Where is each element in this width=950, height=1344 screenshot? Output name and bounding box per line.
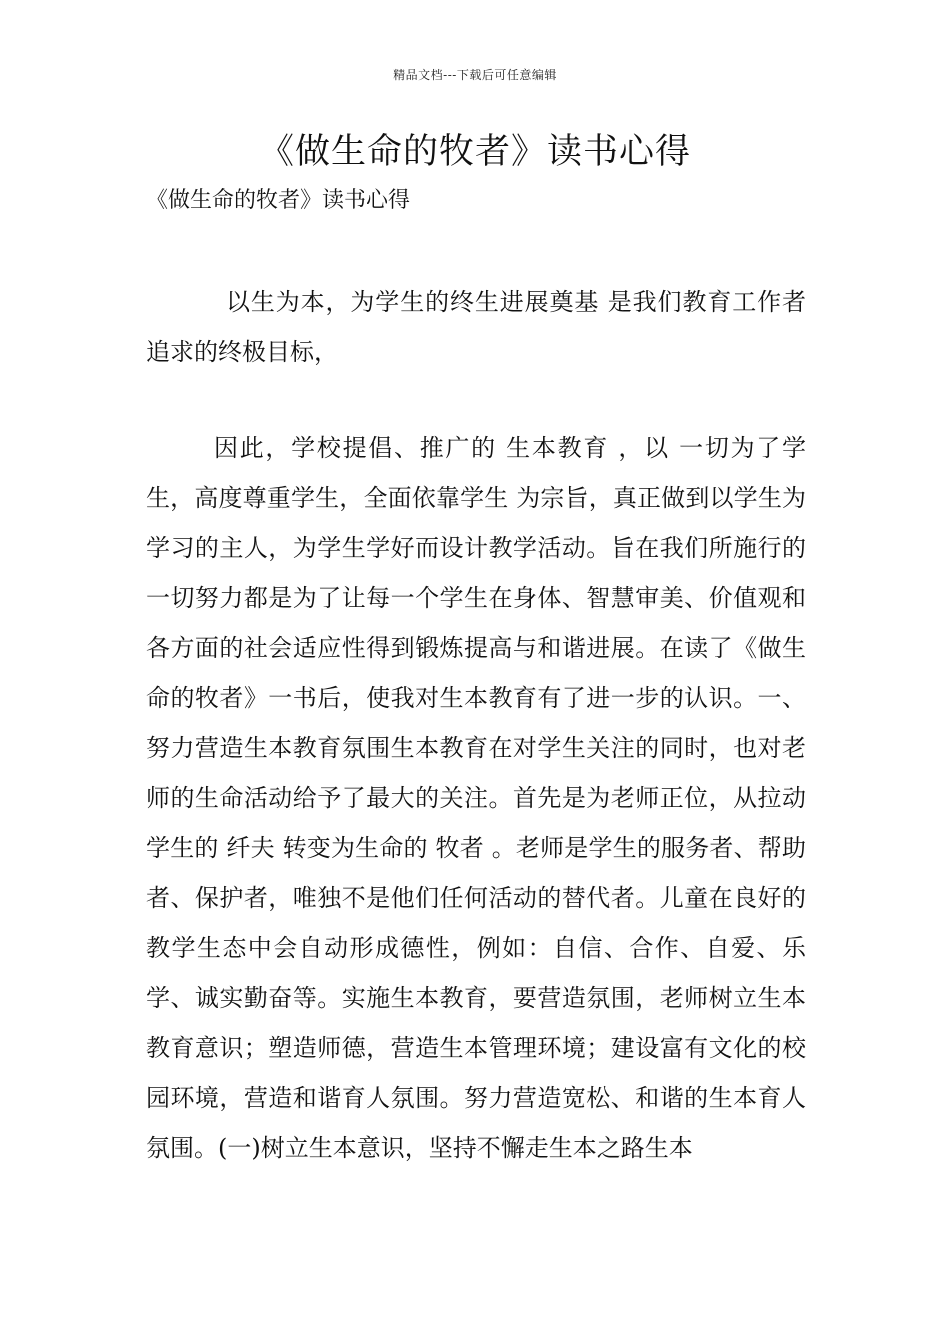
paragraph-1: 以生为本，为学生的终生进展奠基 是我们教育工作者追求的终极目标，	[146, 288, 806, 366]
page-header: 精品文档---下载后可任意编辑	[393, 68, 557, 82]
document-subtitle: 《做生命的牧者》读书心得	[146, 188, 411, 213]
paragraph-2: 因此，学校提倡、推广的 生本教育 ，以 一切为了学生，高度尊重学生，全面依靠学生 为宗旨，真正做到以学生为学习的主人，为学生学好而设计教学活动。旨在我们所施行的一切努力都是为了让每一个学生在身体、智慧审美、价值观和各方面的社会适应性得到锻炼提高与和谐进展。在读了《做生命的牧者》一书后，使我对生本教育有了进一步的认识。一、努力营造生本教育氛围生本教育在对学生关注的同时，也对老师的生命活动给予了最大的关注。首先是为老师正位，从拉动学生的 纤夫 转变为生命的 牧者 。老师是学生的服务者、帮助者、保护者，唯独不是他们任何活动的替代者。儿童在良好的教学生态中会自动形成德性，例如：自信、合作、自爱、乐学、诚实勤奋等。实施生本教育，要营造氛围，老师树立生本教育意识；塑造师德，营造生本管理环境；建设富有文化的校园环境，营造和谐育人氛围。努力营造宽松、和谐的生本育人氛围。(一)树立生本意识，坚持不懈走生本之路生本	[146, 434, 806, 1162]
document-title: 《做生命的牧者》读书心得	[258, 132, 691, 172]
